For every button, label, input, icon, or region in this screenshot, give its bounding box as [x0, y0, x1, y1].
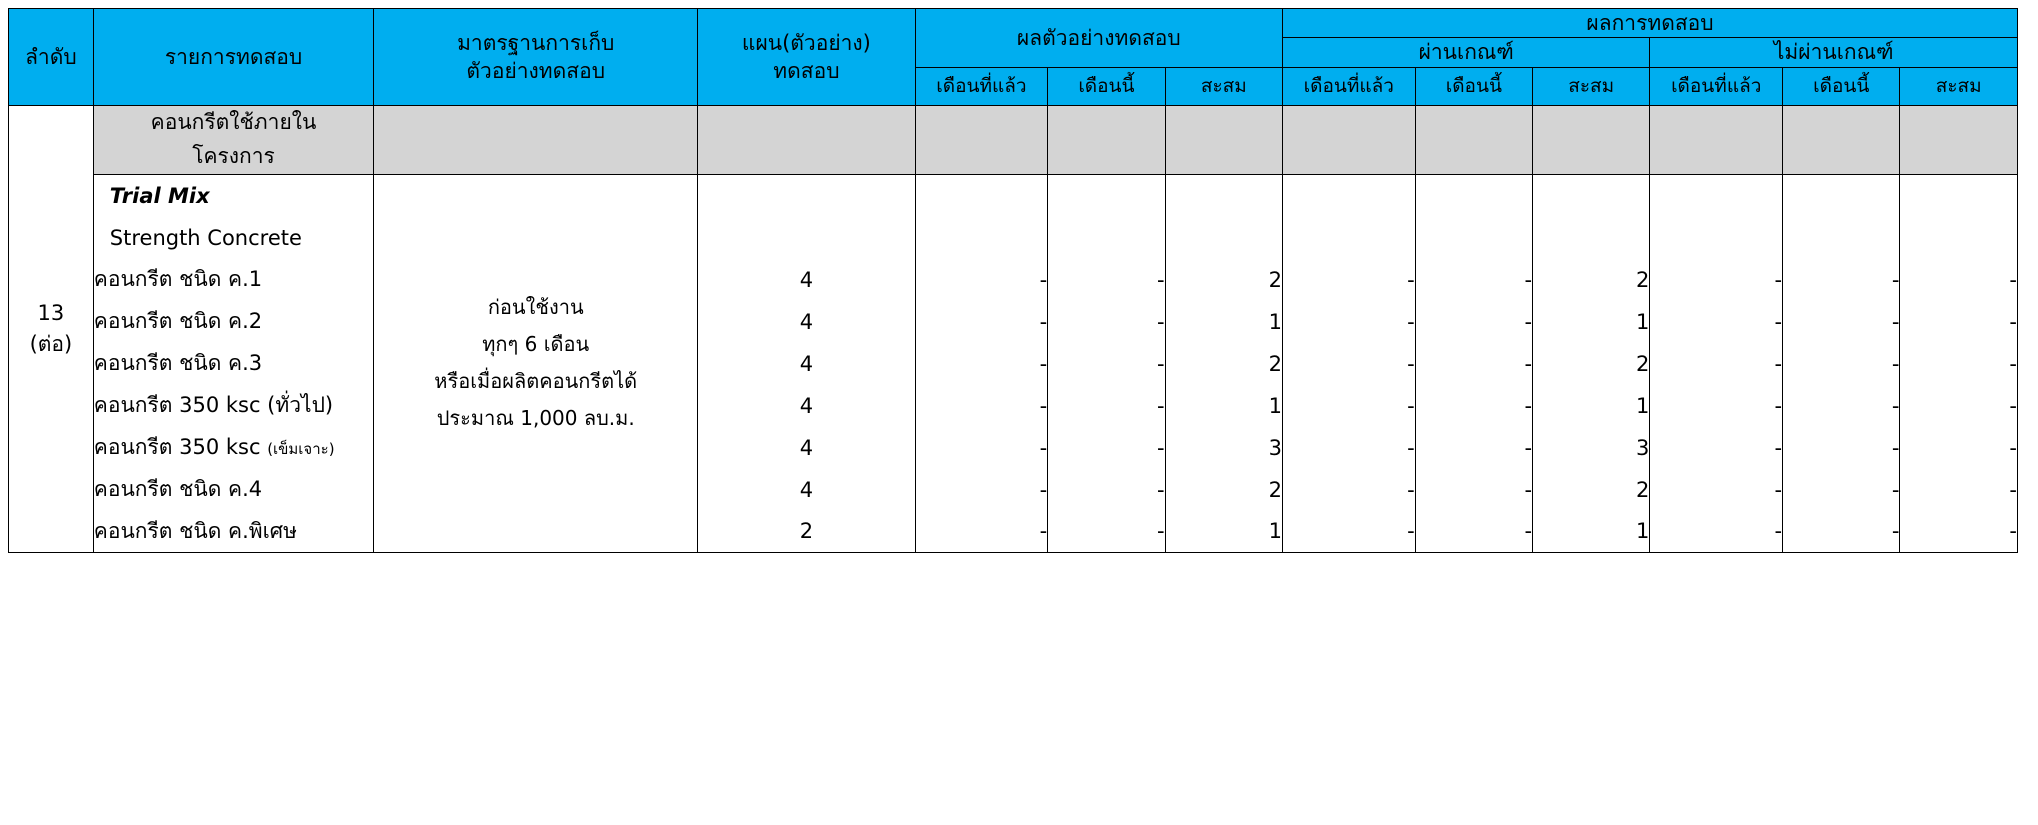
- header-test-item: รายการทดสอบ: [93, 9, 373, 106]
- header-fail-this-month: เดือนนี้: [1783, 67, 1900, 106]
- fail-this-month-cell: [1783, 174, 1900, 217]
- pass-cumulative-cell: 1: [1533, 301, 1650, 343]
- group-sample-last-month: [915, 106, 1048, 174]
- sample-cumulative-cell: 1: [1165, 301, 1282, 343]
- pass-cumulative-cell: 1: [1533, 385, 1650, 427]
- fail-this-month-cell: -: [1783, 511, 1900, 553]
- header-fail: ไม่ผ่านเกณฑ์: [1650, 38, 2018, 67]
- plan-cell: 4: [698, 385, 915, 427]
- item-label: คอนกรีต ชนิด ค.2: [93, 309, 263, 334]
- fail-cumulative-cell: -: [1900, 385, 2018, 427]
- plan-cell: 4: [698, 427, 915, 469]
- sample-cumulative-cell: 2: [1165, 343, 1282, 385]
- item-label: คอนกรีต 350 ksc: [93, 435, 268, 460]
- sample-last-month-cell: -: [915, 511, 1048, 553]
- subheading-cell-trial-mix: [93, 174, 373, 217]
- item-label: คอนกรีต ชนิด ค.4: [93, 477, 263, 502]
- sample-last-month-cell: -: [915, 427, 1048, 469]
- item-cell: [93, 427, 373, 469]
- fail-this-month-cell: -: [1783, 301, 1900, 343]
- plan-cell: [698, 217, 915, 259]
- standard-line1: ก่อนใช้งาน: [487, 295, 584, 320]
- sample-this-month-cell: -: [1048, 385, 1165, 427]
- group-fail-cumulative: [1900, 106, 2018, 174]
- header-seq: ลำดับ: [9, 9, 94, 106]
- pass-cumulative-cell: 2: [1533, 469, 1650, 511]
- pass-cumulative-cell: 1: [1533, 511, 1650, 553]
- item-cell: [93, 469, 373, 511]
- sample-this-month-cell: -: [1048, 469, 1165, 511]
- group-title-line2: โครงการ: [192, 143, 275, 168]
- subheading-cell-strength-concrete: [93, 217, 373, 259]
- sample-this-month-cell: -: [1048, 427, 1165, 469]
- sample-this-month-cell: -: [1048, 259, 1165, 301]
- seq-cell: [9, 106, 94, 553]
- group-pass-cumulative: [1533, 106, 1650, 174]
- item-note: (เข็มเจาะ): [267, 440, 335, 459]
- sample-cumulative-cell: 1: [1165, 385, 1282, 427]
- plan-cell: 4: [698, 301, 915, 343]
- plan-cell: 4: [698, 343, 915, 385]
- pass-cumulative-cell: [1533, 217, 1650, 259]
- table-row: [9, 343, 2018, 385]
- pass-this-month-cell: [1415, 217, 1532, 259]
- header-plan-line1: แผน(ตัวอย่าง): [741, 30, 871, 55]
- standard-cell: [374, 174, 698, 553]
- sample-last-month-cell: [915, 174, 1048, 217]
- header-fail-cumulative: สะสม: [1900, 67, 2018, 106]
- table-row: [9, 106, 2018, 174]
- sample-cumulative-cell: 3: [1165, 427, 1282, 469]
- item-label: คอนกรีต ชนิด ค.3: [93, 351, 263, 376]
- header-fail-last-month: เดือนที่แล้ว: [1650, 67, 1783, 106]
- seq-continued: (ต่อ): [29, 332, 73, 357]
- pass-last-month-cell: -: [1283, 343, 1416, 385]
- group-fail-last-month: [1650, 106, 1783, 174]
- pass-this-month-cell: -: [1415, 469, 1532, 511]
- pass-cumulative-cell: 3: [1533, 427, 1650, 469]
- pass-last-month-cell: [1283, 217, 1416, 259]
- fail-this-month-cell: [1783, 217, 1900, 259]
- sample-last-month-cell: [915, 217, 1048, 259]
- report-sheet: [0, 8, 2038, 825]
- group-standard-cell: [374, 106, 698, 174]
- pass-this-month-cell: -: [1415, 259, 1532, 301]
- fail-this-month-cell: -: [1783, 259, 1900, 301]
- fail-cumulative-cell: -: [1900, 469, 2018, 511]
- standard-line2: ทุกๆ 6 เดือน: [482, 332, 590, 357]
- item-cell: [93, 511, 373, 553]
- pass-last-month-cell: -: [1283, 427, 1416, 469]
- pass-this-month-cell: -: [1415, 343, 1532, 385]
- pass-last-month-cell: -: [1283, 469, 1416, 511]
- sample-cumulative-cell: 2: [1165, 259, 1282, 301]
- table-row: [9, 301, 2018, 343]
- fail-last-month-cell: -: [1650, 259, 1783, 301]
- fail-cumulative-cell: -: [1900, 511, 2018, 553]
- fail-last-month-cell: -: [1650, 469, 1783, 511]
- fail-last-month-cell: -: [1650, 343, 1783, 385]
- header-standard: [374, 9, 698, 106]
- sample-this-month-cell: [1048, 217, 1165, 259]
- sample-this-month-cell: -: [1048, 301, 1165, 343]
- item-cell: [93, 259, 373, 301]
- sample-last-month-cell: -: [915, 469, 1048, 511]
- pass-cumulative-cell: [1533, 174, 1650, 217]
- table-body: [9, 106, 2018, 553]
- plan-cell: 2: [698, 511, 915, 553]
- item-cell: [93, 385, 373, 427]
- table-row: [9, 385, 2018, 427]
- fail-last-month-cell: -: [1650, 301, 1783, 343]
- header-pass-cumulative: สะสม: [1533, 67, 1650, 106]
- subheading-trial-mix: Trial Mix: [109, 183, 210, 208]
- pass-this-month-cell: -: [1415, 385, 1532, 427]
- standard-line3: หรือเมื่อผลิตคอนกรีตได้: [434, 369, 638, 394]
- pass-last-month-cell: -: [1283, 259, 1416, 301]
- pass-cumulative-cell: 2: [1533, 259, 1650, 301]
- fail-last-month-cell: -: [1650, 385, 1783, 427]
- fail-cumulative-cell: -: [1900, 259, 2018, 301]
- pass-last-month-cell: -: [1283, 511, 1416, 553]
- sample-last-month-cell: -: [915, 385, 1048, 427]
- sample-last-month-cell: -: [915, 259, 1048, 301]
- table-row: [9, 259, 2018, 301]
- sample-cumulative-cell: 2: [1165, 469, 1282, 511]
- fail-this-month-cell: -: [1783, 343, 1900, 385]
- header-pass-this-month: เดือนนี้: [1415, 67, 1532, 106]
- group-sample-this-month: [1048, 106, 1165, 174]
- item-label: คอนกรีต ชนิด ค.1: [93, 267, 263, 292]
- group-pass-this-month: [1415, 106, 1532, 174]
- header-sample-this-month: เดือนนี้: [1048, 67, 1165, 106]
- plan-cell: [698, 174, 915, 217]
- header-sample-result: ผลตัวอย่างทดสอบ: [915, 9, 1282, 68]
- fail-last-month-cell: [1650, 217, 1783, 259]
- header-standard-line2: ตัวอย่างทดสอบ: [466, 59, 606, 84]
- item-cell: [93, 343, 373, 385]
- pass-last-month-cell: [1283, 174, 1416, 217]
- fail-last-month-cell: [1650, 174, 1783, 217]
- sample-cumulative-cell: 1: [1165, 511, 1282, 553]
- sample-cumulative-cell: [1165, 174, 1282, 217]
- header-sample-cumulative: สะสม: [1165, 67, 1282, 106]
- fail-this-month-cell: -: [1783, 427, 1900, 469]
- header-sample-last-month: เดือนที่แล้ว: [915, 67, 1048, 106]
- header-pass: ผ่านเกณฑ์: [1283, 38, 1650, 67]
- sample-cumulative-cell: [1165, 217, 1282, 259]
- test-summary-table: [8, 8, 2018, 553]
- header-plan-line2: ทดสอบ: [773, 59, 840, 84]
- header-row-1: [9, 9, 2018, 38]
- item-label: คอนกรีต ชนิด ค.พิเศษ: [93, 518, 297, 543]
- standard-line4: ประมาณ 1,000 ลบ.ม.: [436, 406, 635, 431]
- sample-this-month-cell: -: [1048, 511, 1165, 553]
- group-title-line1: คอนกรีตใช้ภายใน: [150, 110, 317, 135]
- fail-this-month-cell: -: [1783, 469, 1900, 511]
- fail-last-month-cell: -: [1650, 427, 1783, 469]
- sample-last-month-cell: -: [915, 343, 1048, 385]
- header-test-result: ผลการทดสอบ: [1283, 9, 2018, 38]
- item-cell: [93, 301, 373, 343]
- header-plan: [698, 9, 915, 106]
- pass-this-month-cell: -: [1415, 427, 1532, 469]
- plan-cell: 4: [698, 469, 915, 511]
- group-plan-cell: [698, 106, 915, 174]
- table-row: [9, 427, 2018, 469]
- sample-this-month-cell: -: [1048, 343, 1165, 385]
- header-standard-line1: มาตรฐานการเก็บ: [457, 30, 615, 55]
- seq-number: 13: [37, 300, 65, 325]
- fail-cumulative-cell: -: [1900, 427, 2018, 469]
- header-pass-last-month: เดือนที่แล้ว: [1283, 67, 1416, 106]
- plan-cell: 4: [698, 259, 915, 301]
- fail-cumulative-cell: [1900, 217, 2018, 259]
- pass-last-month-cell: -: [1283, 385, 1416, 427]
- pass-this-month-cell: -: [1415, 301, 1532, 343]
- group-title-cell: [93, 106, 373, 174]
- fail-last-month-cell: -: [1650, 511, 1783, 553]
- sample-last-month-cell: -: [915, 301, 1048, 343]
- item-label: คอนกรีต 350 ksc (ทั่วไป): [93, 393, 334, 418]
- table-row: [9, 217, 2018, 259]
- fail-cumulative-cell: -: [1900, 343, 2018, 385]
- pass-cumulative-cell: 2: [1533, 343, 1650, 385]
- group-sample-cumulative: [1165, 106, 1282, 174]
- table-row: [9, 174, 2018, 217]
- sample-this-month-cell: [1048, 174, 1165, 217]
- fail-cumulative-cell: [1900, 174, 2018, 217]
- table-row: [9, 469, 2018, 511]
- fail-cumulative-cell: -: [1900, 301, 2018, 343]
- table-header: [9, 9, 2018, 106]
- pass-last-month-cell: -: [1283, 301, 1416, 343]
- pass-this-month-cell: -: [1415, 511, 1532, 553]
- subheading-strength-concrete: Strength Concrete: [109, 225, 302, 250]
- table-row: [9, 511, 2018, 553]
- group-pass-last-month: [1283, 106, 1416, 174]
- pass-this-month-cell: [1415, 174, 1532, 217]
- group-fail-this-month: [1783, 106, 1900, 174]
- fail-this-month-cell: -: [1783, 385, 1900, 427]
